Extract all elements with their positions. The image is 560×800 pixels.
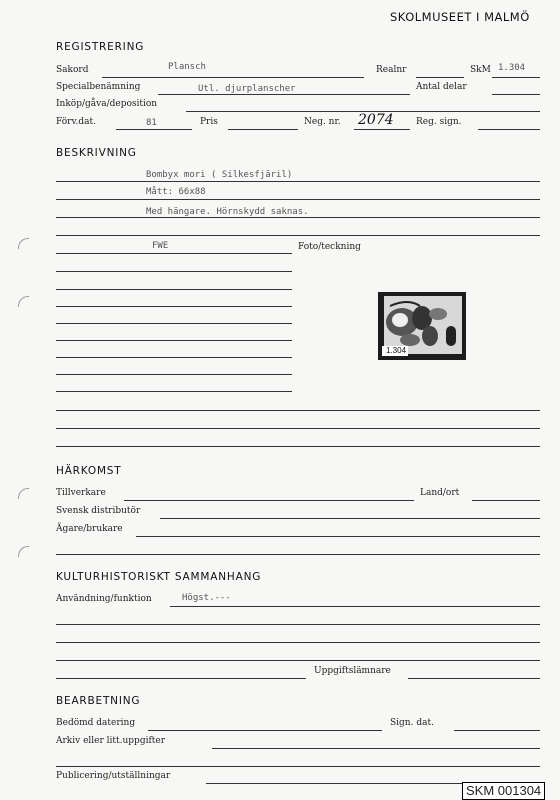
- skm-label: SkM: [470, 65, 491, 75]
- uppgift-label: Uppgiftslämnare: [314, 666, 391, 676]
- section-heading-harkomst: HÄRKOMST: [56, 465, 122, 477]
- beskrivning-line: [56, 446, 540, 447]
- harkomst-line: [56, 554, 540, 555]
- beskrivning-line-3: Med hängare. Hörnskydd saknas.: [146, 207, 309, 217]
- specialbenamning-value: Utl. djurplanscher: [198, 84, 296, 94]
- beskrivning-line: [56, 199, 540, 200]
- beskrivning-short-line: [56, 391, 292, 392]
- beskrivning-short-line: [56, 306, 292, 307]
- beskrivning-line-2: Mått: 66x88: [146, 187, 206, 197]
- punch-hole: [18, 488, 29, 499]
- agare-label: Ägare/brukare: [56, 524, 123, 534]
- anvandning-value: Högst.---: [182, 593, 231, 603]
- arkiv-label: Arkiv eller litt.uppgifter: [56, 736, 166, 746]
- sakord-value: Plansch: [168, 62, 206, 72]
- inkop-label: Inköp/gåva/deposition: [56, 99, 158, 109]
- land-line: [472, 500, 540, 501]
- regsign-label: Reg. sign.: [416, 117, 462, 127]
- anvandning-label: Användning/funktion: [56, 594, 152, 604]
- agare-line: [136, 536, 540, 537]
- forvdat-line: [116, 129, 192, 130]
- sakord-label: Sakord: [56, 65, 89, 75]
- forvdat-value: 81: [146, 118, 157, 128]
- specialbenamning-label: Specialbenämning: [56, 82, 141, 92]
- pris-label: Pris: [200, 117, 218, 127]
- photo-caption: 1.304: [386, 346, 407, 355]
- beskrivning-short-line: [56, 374, 292, 375]
- kultur-line: [56, 624, 540, 625]
- publicering-label: Publicering/utställningar: [56, 771, 171, 781]
- section-heading-bearbetning: BEARBETNING: [56, 695, 141, 707]
- beskrivning-short-line: [56, 271, 292, 272]
- antal-delar-line: [492, 94, 540, 95]
- specialbenamning-line: [158, 94, 410, 95]
- tillverkare-label: Tillverkare: [56, 488, 106, 498]
- sign-label: Sign. dat.: [390, 718, 434, 728]
- punch-hole: [18, 238, 29, 249]
- negnr-line: [354, 129, 410, 130]
- beskrivning-line: [56, 428, 540, 429]
- section-heading-kultur: KULTURHISTORISKT SAMMANHANG: [56, 571, 262, 583]
- section-heading-registrering: REGISTRERING: [56, 41, 145, 53]
- forvdat-label: Förv.dat.: [56, 117, 96, 127]
- realnr-line: [416, 77, 464, 78]
- land-label: Land/ort: [420, 488, 460, 498]
- arkiv-line: [212, 748, 540, 749]
- beskrivning-line: [56, 235, 540, 236]
- kultur-line: [56, 660, 540, 661]
- beskrivning-short-line: [56, 357, 292, 358]
- distributor-line: [160, 518, 540, 519]
- beskrivning-line: [56, 410, 540, 411]
- archive-stamp: SKM 001304: [462, 782, 545, 800]
- negnr-label: Neg. nr.: [304, 117, 341, 127]
- regsign-line: [478, 129, 540, 130]
- uppgift-line: [408, 678, 540, 679]
- realnr-label: Realnr: [376, 65, 407, 75]
- beskrivning-short-line: [56, 289, 292, 290]
- skm-value: 1.304: [498, 63, 526, 73]
- antal-delar-label: Antal delar: [416, 82, 467, 92]
- sign-line: [454, 730, 540, 731]
- datering-line: [148, 730, 382, 731]
- beskrivning-line: [56, 181, 540, 182]
- beskrivning-short-line: [56, 340, 292, 341]
- section-heading-beskrivning: BESKRIVNING: [56, 147, 137, 159]
- pris-line: [228, 129, 298, 130]
- kultur-short-line: [56, 678, 306, 679]
- beskrivning-line-1: Bombyx mori ( Silkesfjäril): [146, 170, 293, 180]
- skm-line: [492, 77, 540, 78]
- sakord-line: [102, 77, 364, 78]
- negnr-value: 2074: [358, 112, 394, 128]
- museum-name: SKOLMUSEET I MALMÖ: [390, 10, 530, 24]
- beskrivning-short-line: [56, 253, 292, 254]
- punch-hole: [18, 296, 29, 307]
- punch-hole: [18, 546, 29, 557]
- tillverkare-line: [124, 500, 414, 501]
- kultur-line: [56, 642, 540, 643]
- plansch-photo: [378, 292, 466, 360]
- datering-label: Bedömd datering: [56, 718, 136, 728]
- anvandning-line: [170, 606, 540, 607]
- beskrivning-short-line: [56, 323, 292, 324]
- fwe-signature: FWE: [152, 241, 169, 251]
- distributor-label: Svensk distributör: [56, 506, 141, 516]
- bearbetning-line: [56, 766, 540, 767]
- foto-label: Foto/teckning: [298, 242, 361, 252]
- beskrivning-line: [56, 217, 540, 218]
